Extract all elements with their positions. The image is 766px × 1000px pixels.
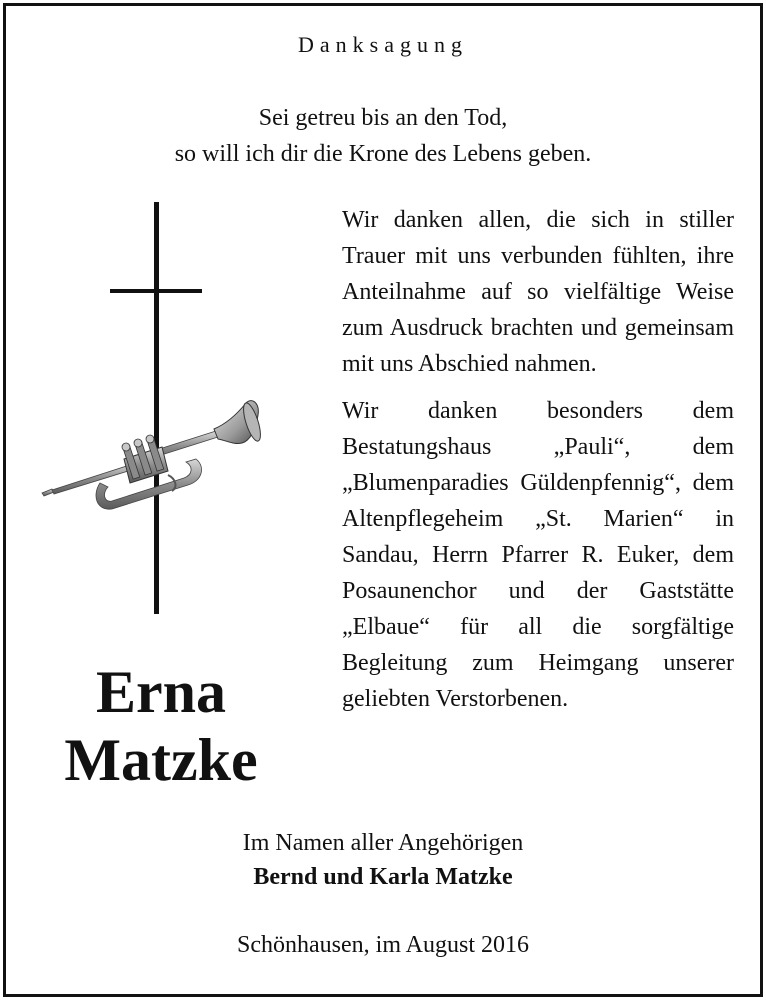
thanks-paragraph-1: Wir danken allen, die sich in stiller Trauer mit uns verbunden fühlten, ihre Anteilnahme auf so vielfältige Weise zum Ausdruck brachten und gemeinsam mit uns Abschied nahmen. — [342, 207, 734, 377]
deceased-last-name: Matzke — [64, 727, 258, 793]
thanks-text — [342, 202, 734, 717]
signoff-intro: Im Namen aller Angehörigen — [242, 830, 524, 856]
cross-horizontal-bar — [110, 289, 202, 293]
bible-verse — [0, 100, 766, 172]
trumpet-body — [42, 401, 262, 510]
deceased-first-name: Erna — [95, 659, 227, 725]
signoff-signers: Bernd und Karla Matzke — [253, 864, 513, 890]
verse-line-2: so will ich dir die Krone des Lebens geben. — [174, 141, 592, 167]
dateline: Schönhausen, im August 2016 — [237, 932, 529, 958]
verse-line-1: Sei getreu bis an den Tod, — [258, 105, 508, 131]
signoff — [0, 826, 766, 894]
trumpet-icon — [38, 395, 262, 515]
thanks-paragraph-2: Wir danken besonders dem Bestatungshaus „Pauli“, dem „Blumenparadies Güldenpfennig“, dem Altenpflegeheim „St. Marien“ in Sandau, Herrn Pfarrer R. Euker, dem Posaunenchor und der Gaststätte „Elbaue“ für all die sorgfältige Begleitung zum Heimgang unserer geliebten Verstorbenen. — [342, 398, 734, 712]
notice-heading: Danksagung — [298, 32, 468, 57]
